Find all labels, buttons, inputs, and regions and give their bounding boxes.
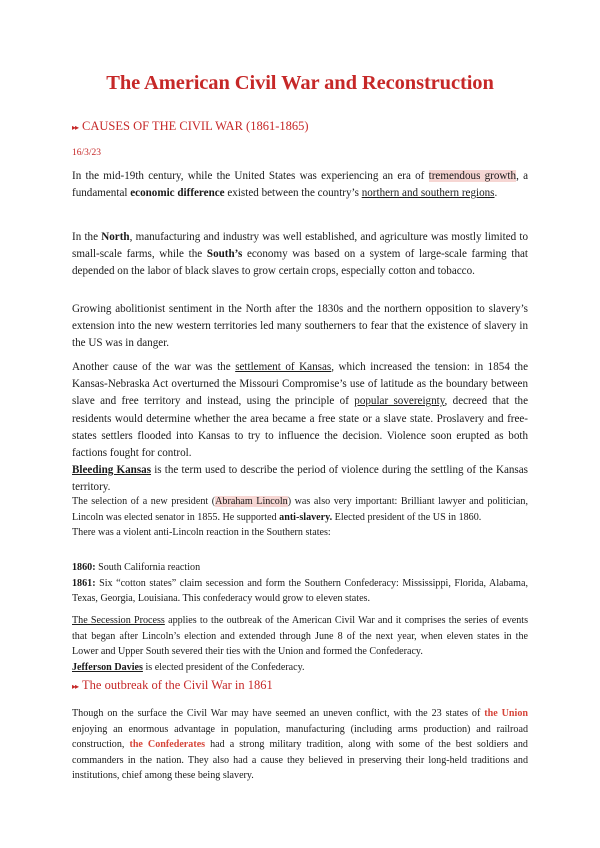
- jefferson-davies-term: Jefferson Davies: [72, 661, 143, 673]
- bleeding-kansas-term: Bleeding Kansas: [72, 464, 152, 477]
- paragraph-north-south: In the North, manufacturing and industry was well established, and agriculture was mostly limited to small-scale farms, while the South’s economy was based on a system of large-scale farming that depended on the labor of black slaves to grow certain crops, especially cotton and tobacco.: [72, 231, 529, 278]
- section-heading-outbreak: ▸▸ The outbreak of the Civil War in 1861: [72, 678, 273, 692]
- double-triangle-icon: ▸▸: [72, 123, 79, 132]
- paragraph-kansas: Another cause of the war was the settlement of Kansas, which increased the tension: in 1854 the Kansas-Nebraska Act overturned the Missouri Compromise’s use of latitude as the boundary between slave and free territory and instead, using the principle of popular sovereignty, decreed that the residents would determine whether the area became a free state or a slave state. Proslavery and free-states settlers flooded into Kansas to try to influence the decision. Violence soon erupted as both factions fought for control. Bleeding Kansas is the term used to describe the period of violence during the settling of the Kansas territory.: [72, 361, 528, 494]
- paragraph-secession-dates: 1860: South California reaction 1861: Six “cotton states” claim secession and form the Southern Confederacy: Mississippi, Florida, Alabama, Texas, Georgia, Louisiana. This confederacy would grow to eleven states.: [72, 562, 528, 604]
- the-confederates-term: the Confederates: [129, 739, 206, 750]
- date-label: 16/3/23: [72, 148, 102, 158]
- highlight-tremendous-growth: tremendous growth: [428, 170, 517, 182]
- section-heading-causes: ▸▸ CAUSES OF THE CIVIL WAR (1861-1865): [72, 119, 309, 133]
- document-title: The American Civil War and Reconstruction: [106, 72, 494, 94]
- paragraph-outbreak: Though on the surface the Civil War may have seemed an uneven conflict, with the 23 states of the Union enjoying an enormous advantage in population, manufacturing (including arms production) and railroad construction, the Confederates had a strong military tradition, along with some of the best soldiers and commanders in the nation. They also had a cause they believed in preserving their long-held traditions and institutions, chief among these being slavery.: [72, 708, 528, 781]
- paragraph-abolitionist: Growing abolitionist sentiment in the North after the 1830s and the northern opposition to slavery’s extension into the new western territories led many southerners to fear that the existence of slavery in the US was in danger.: [72, 303, 528, 350]
- double-triangle-icon: ▸▸: [72, 682, 79, 691]
- paragraph-growth: In the mid-19th century, while the United States was experiencing an era of tremendous growth, a fundamental economic difference existed between the country’s northern and southern regions.: [72, 170, 529, 200]
- the-union-term: the Union: [484, 708, 528, 719]
- highlight-abraham-lincoln: Abraham Lincoln: [215, 496, 288, 507]
- paragraph-lincoln: The selection of a new president (Abraham Lincoln) was also very important: Brilliant lawyer and politician, Lincoln was elected senator in 1855. He supported anti-slavery. Elected president of the US in 1860. There was a violent anti-Lincoln reaction in the Southern states:: [72, 496, 528, 538]
- paragraph-secession-process: The Secession Process applies to the outbreak of the American Civil War and it comprises the series of events that began after Lincoln’s election and extended through June 8 of the next year, when eleven states in the Lower and Upper South severed their ties with the Union and formed the Confederacy. Jefferson Davies is elected president of the Confederacy.: [72, 615, 529, 673]
